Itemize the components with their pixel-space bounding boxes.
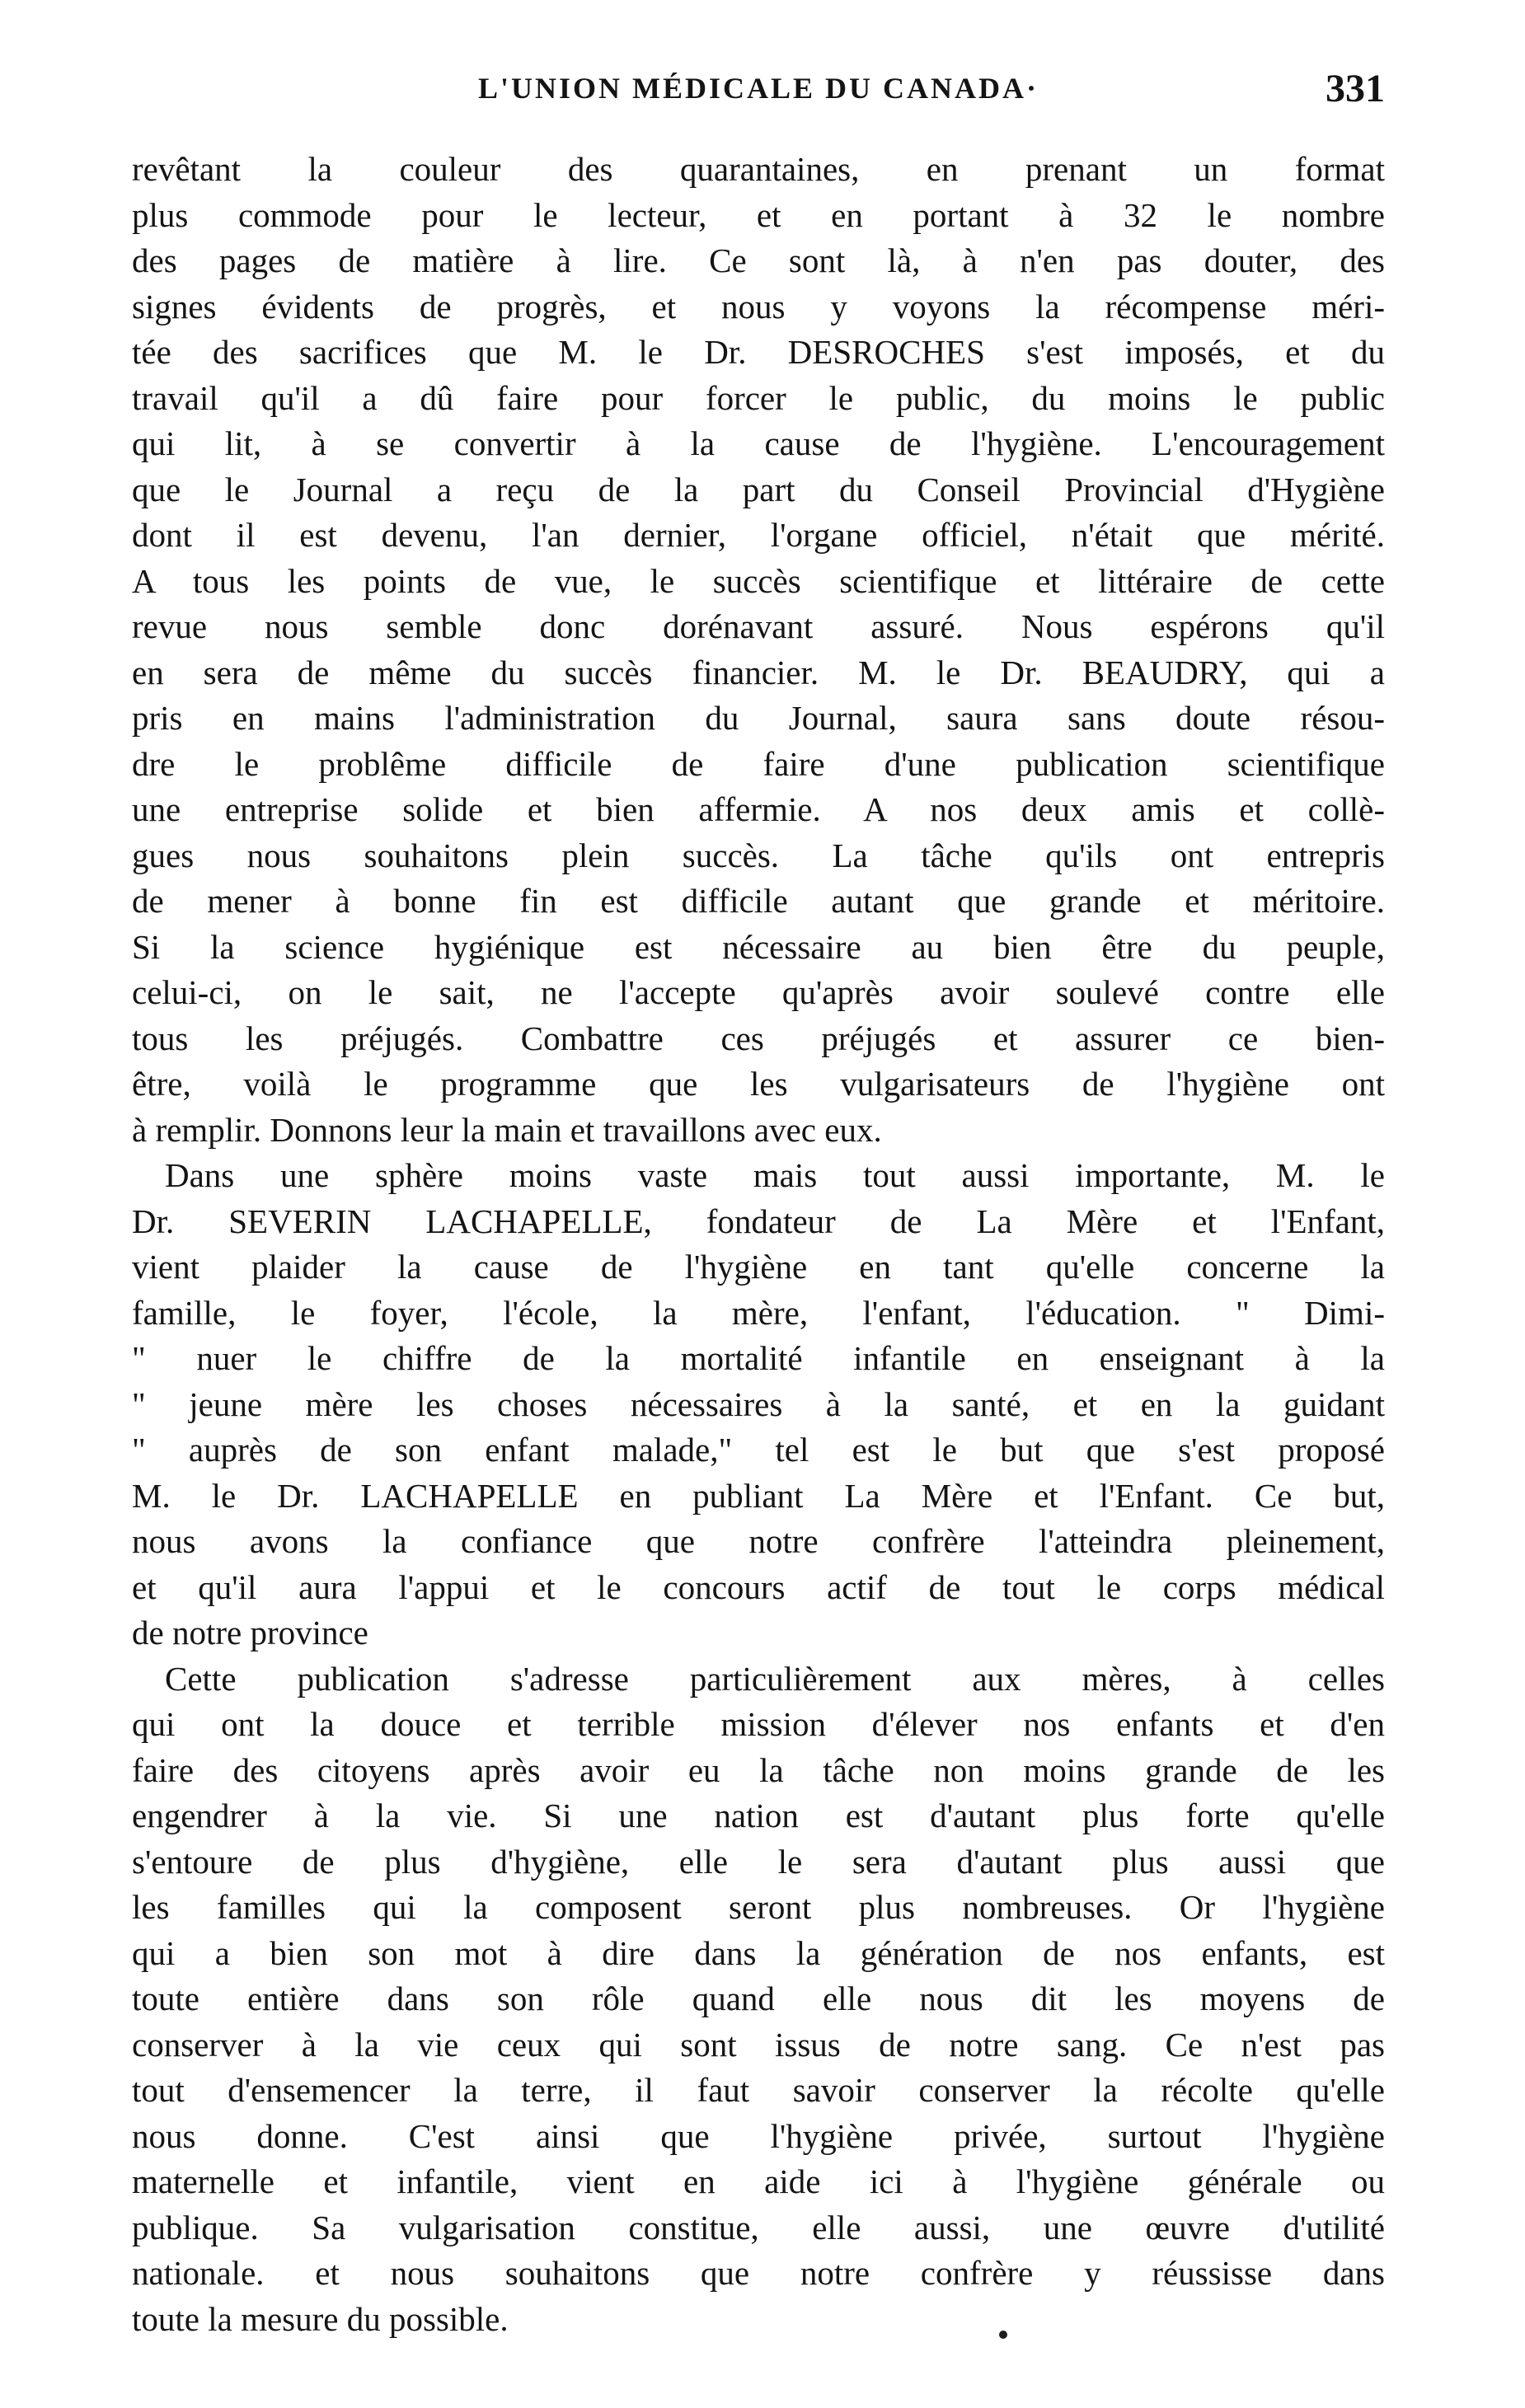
text-line: une entreprise solide et bien affermie. A nos deux amis et collè- — [132, 790, 1385, 828]
text-line: famille, le foyer, l'école, la mère, l'enfant, l'éducation. " Dimi- — [132, 1293, 1385, 1332]
text-line: de mener à bonne fin est difficile autant que grande et méritoire. — [132, 882, 1385, 920]
text-line: qui a bien son mot à dire dans la génération de nos enfants, est — [132, 1933, 1385, 1972]
text-line: de notre province — [132, 1614, 368, 1651]
text-line: et qu'il aura l'appui et le concours actif de tout le corps médical — [132, 1567, 1385, 1606]
text-line: " auprès de son enfant malade," tel est le but que s'est proposé — [132, 1431, 1385, 1469]
text-line: dre le problême difficile de faire d'une publication scientifique — [132, 744, 1385, 783]
text-line: dont il est devenu, l'an dernier, l'organe officiel, n'était que mérité. — [132, 516, 1385, 554]
text-line: toute la mesure du possible. — [132, 2299, 509, 2338]
text-line: Cette publication s'adresse particulièrement aux mères, à celles — [165, 1659, 1385, 1698]
text-line: Dans une sphère moins vaste mais tout aussi importante, M. le — [165, 1156, 1385, 1194]
text-line: " nuer le chiffre de la mortalité infantile en enseignant à la — [132, 1339, 1385, 1377]
text-line: revêtant la couleur des quarantaines, en prenant un format — [132, 150, 1385, 188]
text-line: conserver à la vie ceux qui sont issus de notre sang. Ce n'est pas — [132, 2025, 1385, 2064]
paragraph — [132, 1153, 1385, 1656]
running-title: L'UNION MÉDICALE DU CANADA· — [477, 72, 1039, 105]
running-head — [132, 66, 1385, 132]
text-line: pris en mains l'administration du Journal, saura sans doute résou- — [132, 699, 1385, 737]
text-line: M. le Dr. LACHAPELLE en publiant La Mère et l'Enfant. Ce but, — [132, 1476, 1385, 1515]
body-text — [132, 147, 1385, 2342]
paragraph — [132, 147, 1385, 1153]
text-line: nous avons la confiance que notre confrère l'atteindra pleinement, — [132, 1522, 1385, 1560]
text-line: nationale. et nous souhaitons que notre confrère y réussisse dans — [132, 2254, 1385, 2292]
text-line: qui lit, à se convertir à la cause de l'hygiène. L'encouragement — [132, 424, 1385, 462]
text-line: les familles qui la composent seront plus nombreuses. Or l'hygiène — [132, 1888, 1385, 1926]
text-line: gues nous souhaitons plein succès. La tâche qu'ils ont entrepris — [132, 836, 1385, 874]
text-line: Dr. SEVERIN LACHAPELLE, fondateur de La Mère et l'Enfant, — [132, 1202, 1385, 1240]
page-number: 331 — [1326, 67, 1385, 110]
text-line: plus commode pour le lecteur, et en portant à 32 le nombre — [132, 195, 1385, 234]
end-mark-dot — [999, 2331, 1007, 2339]
text-line: celui-ci, on le sait, ne l'accepte qu'après avoir soulevé contre elle — [132, 973, 1385, 1011]
text-line: travail qu'il a dû faire pour forcer le public, du moins le public — [132, 378, 1385, 417]
text-line: être, voilà le programme que les vulgarisateurs de l'hygiène ont — [132, 1065, 1385, 1103]
text-line: faire des citoyens après avoir eu la tâche non moins grande de les — [132, 1750, 1385, 1789]
text-line: en sera de même du succès financier. M. le Dr. BEAUDRY, qui a — [132, 653, 1385, 691]
text-line: s'entoure de plus d'hygiène, elle le sera d'autant plus aussi que — [132, 1842, 1385, 1881]
text-line: signes évidents de progrès, et nous y voyons la récompense méri- — [132, 287, 1385, 326]
text-line: toute entière dans son rôle quand elle nous dit les moyens de — [132, 1979, 1385, 2017]
document-page — [132, 66, 1385, 2342]
text-line: revue nous semble donc dorénavant assuré. Nous espérons qu'il — [132, 607, 1385, 645]
text-line: tous les préjugés. Combattre ces préjugés et assurer ce bien- — [132, 1019, 1385, 1057]
text-line: " jeune mère les choses nécessaires à la santé, et en la guidant — [132, 1384, 1385, 1423]
text-line: à remplir. Donnons leur la main et travaillons avec eux. — [132, 1110, 882, 1149]
paragraph — [132, 1656, 1385, 2343]
text-line: A tous les points de vue, le succès scientifique et littéraire de cette — [132, 561, 1385, 600]
text-line: engendrer à la vie. Si une nation est d'autant plus forte qu'elle — [132, 1797, 1385, 1834]
text-line: Si la science hygiénique est nécessaire au bien être du peuple, — [132, 927, 1385, 966]
text-line: publique. Sa vulgarisation constitue, elle aussi, une œuvre d'utilité — [132, 2208, 1385, 2246]
text-line: maternelle et infantile, vient en aide ici à l'hygiène générale ou — [132, 2162, 1385, 2200]
text-line: tée des sacrifices que M. le Dr. DESROCHES s'est imposés, et du — [132, 333, 1385, 371]
text-line: vient plaider la cause de l'hygiène en tant qu'elle concerne la — [132, 1248, 1385, 1286]
text-line: nous donne. C'est ainsi que l'hygiène privée, surtout l'hygiène — [132, 2116, 1385, 2155]
text-line: qui ont la douce et terrible mission d'élever nos enfants et d'en — [132, 1705, 1385, 1743]
text-line: des pages de matière à lire. Ce sont là, à n'en pas douter, des — [132, 241, 1385, 279]
text-line: que le Journal a reçu de la part du Conseil Provincial d'Hygiène — [132, 470, 1385, 508]
text-line: tout d'ensemencer la terre, il faut savoir conserver la récolte qu'elle — [132, 2071, 1385, 2109]
